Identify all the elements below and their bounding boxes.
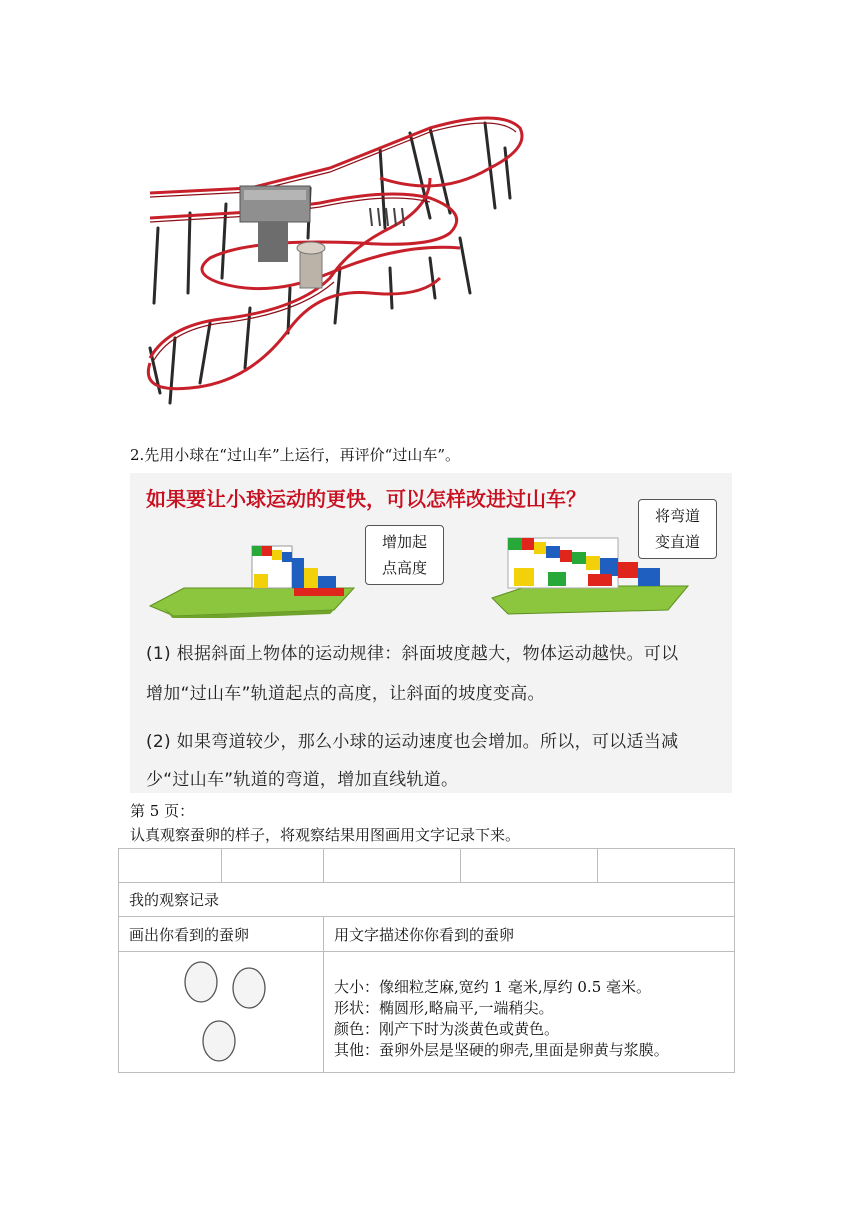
table-header-row <box>119 883 735 917</box>
page-5-label: 第 5 页： <box>130 802 195 820</box>
para-1-line-1: (1) 根据斜面上物体的运动规律：斜面坡度越大，物体运动越快。可以 <box>146 644 679 664</box>
observation-instruction: 认真观察蚕卵的样子，将观察结果用图画用文字记录下来。 <box>130 826 521 844</box>
egg-description-cell <box>324 952 735 1073</box>
lego-ramp-image-left <box>144 538 356 618</box>
table-cell <box>119 849 222 883</box>
para-2-line-2: 少“过山车”轨道的弯道，增加直线轨道。 <box>146 770 459 790</box>
bubble-right-line2: 变直道 <box>655 533 701 551</box>
table-column-row <box>119 917 735 952</box>
bubble-left-line1: 增加起 <box>382 533 428 551</box>
table-cell <box>460 849 598 883</box>
observation-table <box>118 848 735 1073</box>
bubble-increase-height <box>365 525 444 585</box>
egg-shape-text: 形状：椭圆形,略扁平,一端稍尖。 <box>334 999 554 1017</box>
draw-column-header: 画出你看到的蚕卵 <box>119 917 324 952</box>
table-content-row <box>119 952 735 1073</box>
roller-coaster-image <box>130 108 540 408</box>
table-empty-row <box>119 849 735 883</box>
table-cell <box>598 849 735 883</box>
describe-column-header: 用文字描述你你看到的蚕卵 <box>324 917 735 952</box>
silkworm-eggs-drawing <box>119 952 323 1068</box>
bubble-straighten-curves <box>638 499 717 559</box>
egg-color-text: 颜色：刚产下时为淡黄色或黄色。 <box>334 1020 560 1038</box>
table-header-cell: 我的观察记录 <box>119 883 735 917</box>
bubble-left-line2: 点高度 <box>382 559 428 577</box>
table-cell <box>324 849 461 883</box>
egg-other-text: 其他：蚕卵外层是坚硬的卵壳,里面是卵黄与浆膜。 <box>334 1041 669 1059</box>
para-2-line-1: (2) 如果弯道较少，那么小球的运动速度也会增加。所以，可以适当减 <box>146 732 679 752</box>
egg-drawing-cell <box>119 952 324 1073</box>
explanation-panel <box>130 473 732 793</box>
panel-title: 如果要让小球运动的更快，可以怎样改进过山车？ <box>146 487 586 511</box>
table-cell <box>222 849 324 883</box>
egg-size-text: 大小：像细粒芝麻,宽约 1 毫米,厚约 0.5 毫米。 <box>334 978 652 996</box>
bubble-right-line1: 将弯道 <box>655 507 701 525</box>
para-1-line-2: 增加“过山车”轨道起点的高度，让斜面的坡度变高。 <box>146 684 545 704</box>
step-2-instruction: 2.先用小球在“过山车”上运行，再评价“过山车”。 <box>130 446 460 464</box>
